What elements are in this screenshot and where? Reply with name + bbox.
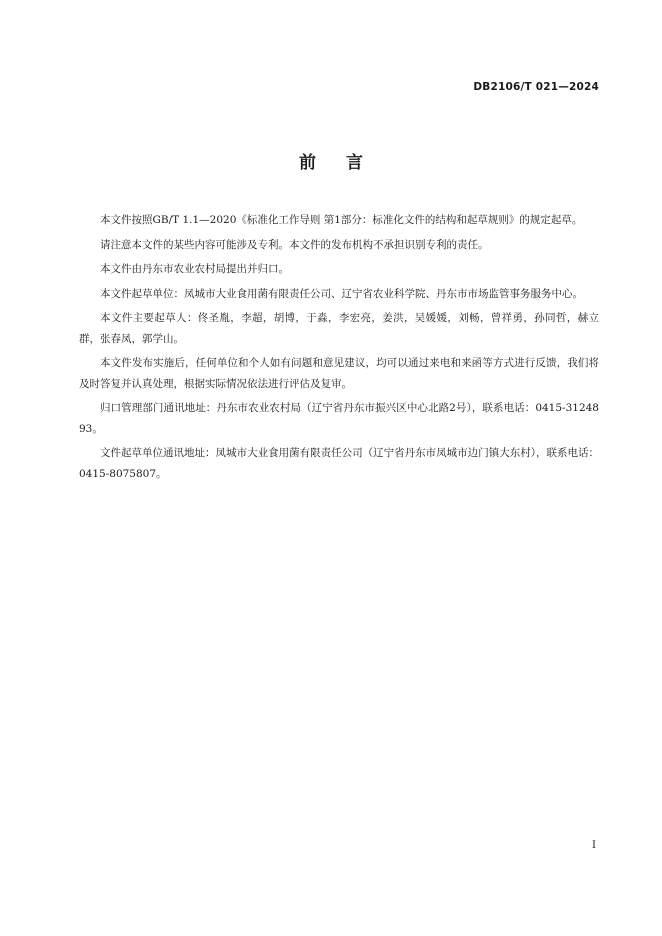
page-title: 前言	[299, 153, 393, 173]
paragraph-feedback: 本文件发布实施后，任何单位和个人如有问题和意见建议，均可以通过来电和来函等方式进行反馈，我们将及时答复并认真处理，根据实际情况依法进行评估及复审。	[79, 357, 599, 390]
paragraph-drafters: 本文件主要起草人：佟圣胤，李超，胡博，于淼，李宏亮，姜洪，吴媛媛，刘畅，曾祥勇，孙同哲，赫立群，张春凤，郭学山。	[79, 312, 599, 345]
paragraph-patent-notice: 请注意本文件的某些内容可能涉及专利。本文件的发布机构不承担识别专利的责任。	[100, 238, 489, 251]
paragraph-proposer: 本文件由丹东市农业农村局提出并归口。	[100, 263, 289, 275]
page-number: I	[592, 840, 596, 851]
standard-code: DB2106/T 021—2024	[473, 81, 599, 93]
paragraph-drafting-units: 本文件起草单位：凤城市大业食用菌有限责任公司、辽宁省农业科学院、丹东市市场监管事务服务中心。	[100, 287, 583, 300]
foreword-body	[79, 210, 599, 488]
paragraph-drafting-rules: 本文件按照GB/T 1.1—2020《标准化工作导则 第1部分：标准化文件的结构和起草规则》的规定起草。	[100, 214, 583, 226]
paragraph-drafter-address: 文件起草单位通讯地址：凤城市大业食用菌有限责任公司（辽宁省丹东市凤城市边门镇大东村），联系电话：0415-8075807。	[79, 447, 599, 480]
paragraph-authority-address: 归口管理部门通讯地址：丹东市农业农村局（辽宁省丹东市振兴区中心北路2号），联系电话：0415-3124893。	[79, 402, 599, 435]
